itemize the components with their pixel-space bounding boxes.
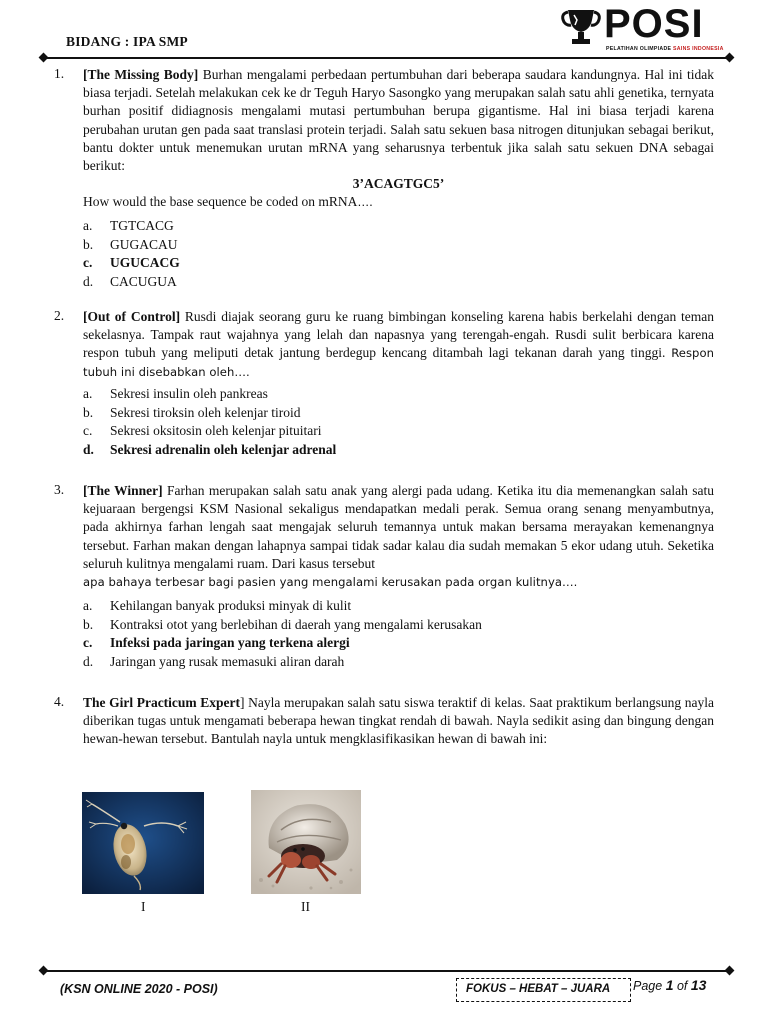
question-tag: [The Winner]: [83, 483, 163, 498]
option-b[interactable]: b. GUGACAU: [83, 236, 178, 252]
option-c-correct[interactable]: c. Infeksi pada jaringan yang terkena alergi: [83, 635, 350, 650]
question-text: Rusdi diajak seorang guru ke ruang bimbingan konseling karena habis berkelahi dengan teman sekelasnya. Tampak raut wajahnya yang lelah dan napasnya yang terengah-engah. Rusdi sulit berbicara karena respon tubuh yang meliputi detak jantung berdegup kencang ditambah lagi tekanan darah yang tinggi.: [83, 309, 715, 361]
page-indicator: Page 1 of 13: [633, 977, 707, 993]
header-rule: [44, 57, 729, 59]
specimen-image-2: [251, 790, 361, 894]
question-stem: [83, 66, 714, 212]
option-c-correct[interactable]: c. UGUCACG: [83, 255, 180, 270]
water-flea-icon: [82, 792, 204, 894]
prompt-ellipsis: ….: [357, 195, 373, 210]
question-text: Nayla merupakan salah satu siswa teraktif di kelas. Saat praktikum berlangsung nayla diberikan tugas untuk mengamati beberapa hewan tingkat rendah di bawah. Nayla sedikit asing dan bingung dengan hewan-hewan tersebut. Bantulah nayla untuk mengklasifikasikan hewan di bawah ini:: [83, 695, 715, 747]
answer-options: [83, 217, 714, 291]
option-b[interactable]: b. Sekresi tiroksin oleh kelenjar tiroid: [83, 404, 301, 420]
question-prompt: How would the base sequence be coded on mRNA: [83, 194, 358, 210]
footer-rule-right-diamond: [725, 966, 735, 976]
posi-logo: [560, 2, 725, 56]
page-header: [0, 0, 768, 64]
hermit-crab-icon: [251, 790, 361, 894]
page-number: 1: [665, 977, 674, 993]
option-d-correct[interactable]: d. Sekresi adrenalin oleh kelenjar adrenal: [83, 441, 337, 457]
option-a[interactable]: a. Kehilangan banyak produksi minyak di kulit: [83, 598, 352, 613]
option-b[interactable]: b. Kontraksi otot yang berlebihan di daerah yang mengalami kerusakan: [83, 616, 482, 632]
question-text: Farhan merupakan salah satu anak yang alergi pada udang. Ketika itu dia memenangkan salah satu kejuaraan bergengsi KSM Nasional sekaligus mendapatkan medali perak. Semua orang senang menyambutnya, pada akhirnya farhan lengah saat mengajak seluruh temannya untuk makan bersama merayakan kemenangnya tersebut. Farhan makan dengan lahapnya sampai tidak sadar kalau dia sudah memakan 5 ekor udang utuh. Seketika seluruh kulitnya mengalami ruam. Dari kasus tersebut: [83, 483, 714, 571]
question-tag: [Out of Control]: [83, 309, 181, 324]
image-caption-2: II: [301, 899, 310, 914]
specimen-image-1: [82, 792, 204, 894]
question-prompt: apa bahaya terbesar bagi pasien yang mengalami kerusakan pada organ kulitnya….: [83, 575, 578, 590]
question-number: 2.: [54, 308, 65, 323]
question-number: 1.: [54, 66, 65, 81]
question-stem: [83, 694, 714, 749]
option-a[interactable]: a. Sekresi insulin oleh pankreas: [83, 386, 268, 401]
question-stem: [83, 482, 714, 591]
option-c[interactable]: c. Sekresi oksitosin oleh kelenjar pituitari: [83, 423, 322, 438]
question-stem: [83, 308, 714, 381]
question-prompt: Respon tubuh ini disebabkan oleh….: [83, 346, 715, 379]
footer-motto: FOKUS – HEBAT – JUARA: [466, 983, 611, 995]
logo-tagline: PELATIHAN OLIMPIADE SAINS INDONESIA: [606, 46, 724, 52]
subject-title: BIDANG : IPA SMP: [66, 34, 188, 49]
trophy-icon: [560, 6, 602, 48]
footer-rule: [44, 970, 729, 972]
answer-options: [83, 385, 714, 459]
dna-sequence: 3’ACAGTGC5’: [352, 176, 445, 192]
option-a[interactable]: a. TGTCACG: [83, 218, 174, 233]
answer-options: [83, 597, 714, 671]
page-total: 13: [690, 977, 707, 993]
question-tag: [The Missing Body]: [83, 67, 199, 82]
option-d[interactable]: d. Jaringan yang rusak memasuki aliran darah: [83, 653, 345, 669]
question-number: 4.: [54, 694, 65, 709]
logo-word: POSI: [604, 2, 704, 46]
question-text: Burhan mengalami perbedaan pertumbuhan dari beberapa saudara kandungnya. Hal ini tidak biasa terjadi. Setelah melakukan cek ke dr Teguh Haryo Sasongko yang merupakan salah satu ahli genetika, ternyata burhan positif didiagnosis mengalami mutasi pertumbuhan berupa gigantisme. Hal ini biasa terjadi karena perubahan urutan gen pada saat translasi protein terjadi. Salah satu sekuen basa nitrogen ditunjukan sebagai berikut, bantu dokter untuk menemukan urutan mRNA yang seharusnya terbentuk jika salah satu sekuen DNA sebagai berikut:: [83, 67, 714, 174]
question-number: 3.: [54, 482, 65, 497]
footer-event-label: (KSN ONLINE 2020 - POSI): [60, 982, 218, 996]
question-tag-close: ]: [240, 695, 245, 710]
image-caption-1: I: [141, 899, 146, 914]
option-d[interactable]: d. CACUGUA: [83, 273, 177, 289]
question-tag: The Girl Practicum Expert: [83, 695, 241, 710]
